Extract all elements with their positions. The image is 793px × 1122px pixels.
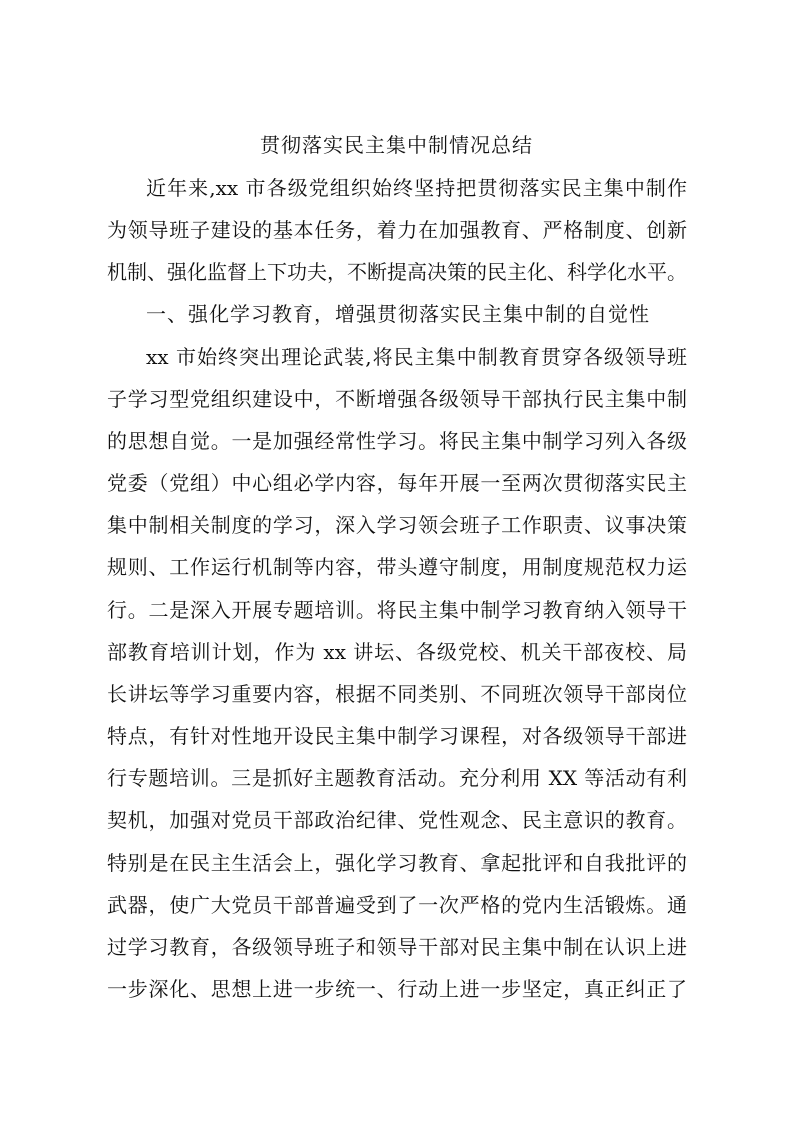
section-heading: 一、强化学习教育，增强贯彻落实民主集中制的自觉性 <box>146 302 650 326</box>
body-line-13: 特别是在民主生活会上，强化学习教育、拿起批评和自我批评的 <box>107 851 687 875</box>
intro-line-3: 机制、强化监督上下功夫，不断提高决策的民主化、科学化水平。 <box>107 260 687 284</box>
body-line-14: 武器，使广大党员干部普遍受到了一次严格的党内生活锻炼。通 <box>107 893 687 917</box>
body-line-16: 一步深化、思想上进一步统一、行动上进一步坚定，真正纠正了 <box>107 977 687 1001</box>
intro-line-2: 为领导班子建设的基本任务，着力在加强教育、严格制度、创新 <box>107 218 687 242</box>
body-line-7: 行。二是深入开展专题培训。将民主集中制学习教育纳入领导干 <box>107 598 687 622</box>
intro-line-1: 近年来,xx 市各级党组织始终坚持把贯彻落实民主集中制作 <box>146 176 687 200</box>
body-line-3: 的思想自觉。一是加强经常性学习。将民主集中制学习列入各级 <box>107 429 687 453</box>
body-line-5: 集中制相关制度的学习，深入学习领会班子工作职责、议事决策 <box>107 513 687 537</box>
body-line-1: xx 市始终突出理论武装,将民主集中制教育贯穿各级领导班 <box>146 345 687 369</box>
body-line-12: 契机，加强对党员干部政治纪律、党性观念、民主意识的教育。 <box>107 808 687 832</box>
body-line-10: 特点，有针对性地开设民主集中制学习课程，对各级领导干部进 <box>107 724 687 748</box>
body-line-11: 行专题培训。三是抓好主题教育活动。充分利用 XX 等活动有利 <box>107 766 687 790</box>
body-line-15: 过学习教育，各级领导班子和领导干部对民主集中制在认识上进 <box>107 935 687 959</box>
body-line-6: 规则、工作运行机制等内容，带头遵守制度，用制度规范权力运 <box>107 555 687 579</box>
body-line-4: 党委（党组）中心组必学内容，每年开展一至两次贯彻落实民主 <box>107 471 687 495</box>
body-line-9: 长讲坛等学习重要内容，根据不同类别、不同班次领导干部岗位 <box>107 682 687 706</box>
document-title: 贯彻落实民主集中制情况总结 <box>260 133 533 157</box>
body-line-2: 子学习型党组织建设中，不断增强各级领导干部执行民主集中制 <box>107 387 687 411</box>
body-line-8: 部教育培训计划，作为 xx 讲坛、各级党校、机关干部夜校、局 <box>107 640 687 664</box>
